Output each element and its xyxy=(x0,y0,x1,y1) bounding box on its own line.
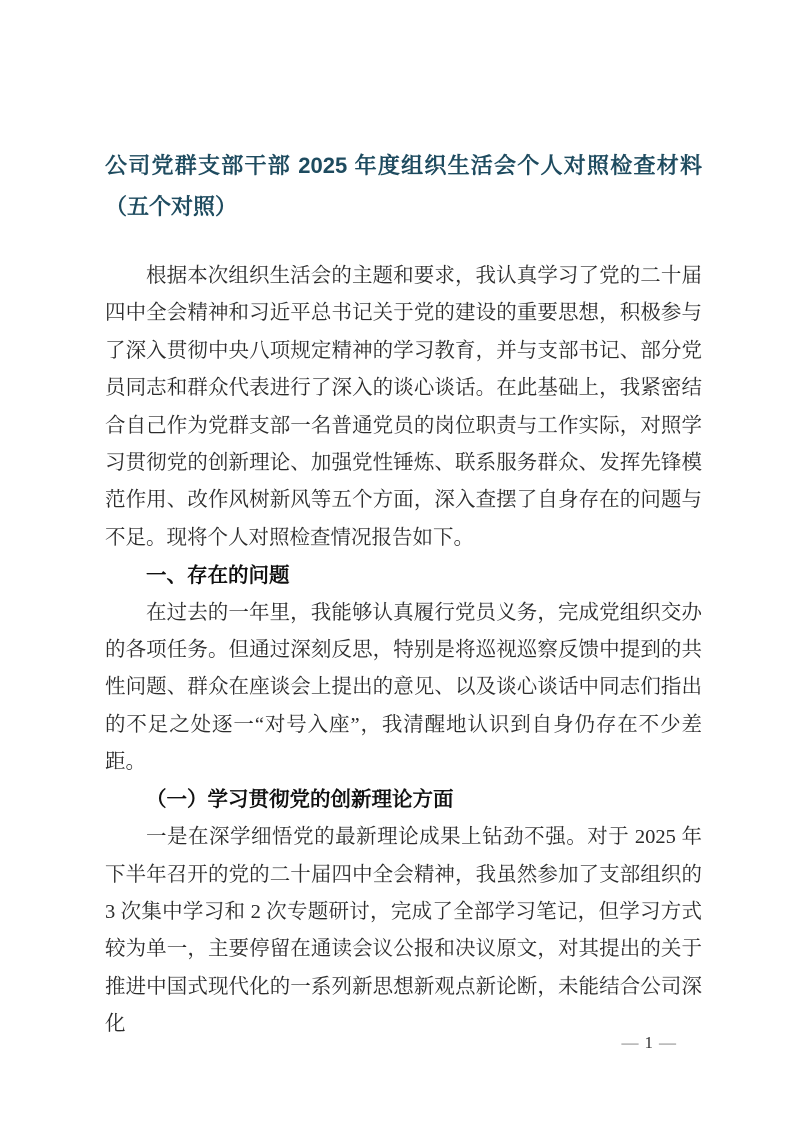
footer-dash-left: — xyxy=(621,1033,639,1052)
document-content xyxy=(105,145,702,1044)
heading-theory-study-aspect: （一）学习贯彻党的创新理论方面 xyxy=(146,788,454,811)
page-number: 1 xyxy=(644,1033,653,1052)
page-footer xyxy=(616,1031,683,1055)
paragraph-intro: 根据本次组织生活会的主题和要求，我认真学习了党的二十届四中全会精神和习近平总书记关于党的建设的重要思想，积极参与了深入贯彻中央八项规定精神的学习教育，并与支部书记、部分党员同志和群众代表进行了深入的谈心谈话。在此基础上，我紧密结合自己作为党群支部一名普通党员的岗位职责与工作实际，对照学习贯彻党的创新理论、加强党性锤炼、联系服务群众、发挥先锋模范作用、改作风树新风等五个方面，深入查摆了自身存在的问题与不足。现将个人对照检查情况报告如下。 xyxy=(105,265,702,549)
document-title: 公司党群支部干部 2025 年度组织生活会个人对照检查材料（五个对照） xyxy=(105,153,702,219)
paragraph-self-reflection: 在过去的一年里，我能够认真履行党员义务，完成党组织交办的各项任务。但通过深刻反思，特别是将巡视巡察反馈中提到的共性问题、群众在座谈会上提出的意见、以及谈心谈话中同志们指出的不足之处逐一“对号入座”，我清醒地认识到自身仍存在不少差距。 xyxy=(105,601,702,774)
paragraph-theory-study-detail: 一是在深学细悟党的最新理论成果上钻劲不强。对于 2025 年下半年召开的党的二十届四中全会精神，我虽然参加了支部组织的 3 次集中学习和 2 次专题研讨，完成了全部学习笔记，但学习方式较为单一，主要停留在通读会议公报和决议原文，对其提出的关于推进中国式现代化的一系列新思想新观点新论断，未能结合公司深化 xyxy=(105,826,702,1036)
footer-dash-right: — xyxy=(659,1033,676,1052)
heading-existing-problems: 一、存在的问题 xyxy=(146,564,290,588)
document-body xyxy=(105,258,702,1044)
